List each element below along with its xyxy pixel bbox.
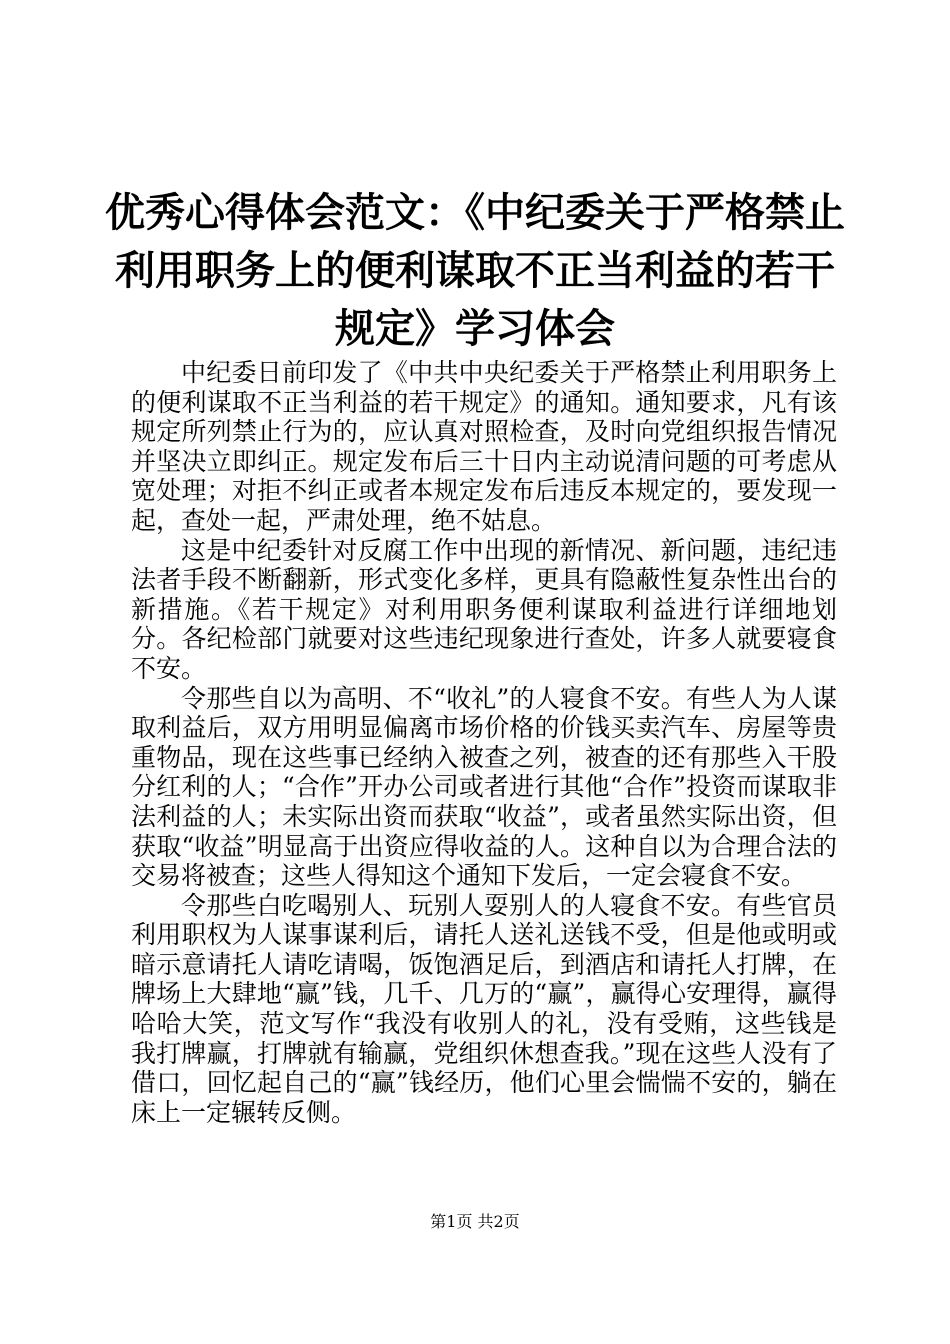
document-title: 优秀心得体会范文：《中纪委关于严格禁止利用职务上的便利谋取不正当利益的若干规定》学习体会 xyxy=(105,189,845,352)
paragraph-2: 这是中纪委针对反腐工作中出现的新情况、新问题，违纪违法者手段不断翻新，形式变化多样，更具有隐蔽性复杂性出台的新措施。《若干规定》对利用职务便利谋取利益进行详细地划分。各纪检部门就要对这些违纪现象进行查处，许多人就要寝食不安。 xyxy=(131,535,837,683)
page-number-footer: 第1页 共2页 xyxy=(430,1212,520,1231)
paragraph-4: 令那些白吃喝别人、玩别人耍别人的人寝食不安。有些官员利用职权为人谋事谋利后，请托人送礼送钱不受，但是他或明或暗示意请托人请吃请喝，饭饱酒足后，到酒店和请托人打牌，在牌场上大肆地“赢”钱，几千、几万的“赢”，赢得心安理得，赢得哈哈大笑，范文写作“我没有收别人的礼，没有受贿，这些钱是我打牌赢，打牌就有输赢，党组织休想查我。”现在这些人没有了借口，回忆起自己的“赢”钱经历，他们心里会惴惴不安的，躺在床上一定辗转反侧。 xyxy=(131,890,837,1127)
paragraph-1: 中纪委日前印发了《中共中央纪委关于严格禁止利用职务上的便利谋取不正当利益的若干规定》的通知。通知要求，凡有该规定所列禁止行为的，应认真对照检查，及时向党组织报告情况并坚决立即纠正。规定发布后三十日内主动说清问题的可考虑从宽处理；对拒不纠正或者本规定发布后违反本规定的，要发现一起，查处一起，严肃处理，绝不姑息。 xyxy=(131,358,837,535)
paragraph-3: 令那些自以为高明、不“收礼”的人寝食不安。有些人为人谋取利益后，双方用明显偏离市场价格的价钱买卖汽车、房屋等贵重物品，现在这些事已经纳入被查之列，被查的还有那些入干股分红利的人；“合作”开办公司或者进行其他“合作”投资而谋取非法利益的人；未实际出资而获取“收益”，或者虽然实际出资，但获取“收益”明显高于出资应得收益的人。这种自以为合理合法的交易将被查；这些人得知这个通知下发后，一定会寝食不安。 xyxy=(131,683,837,891)
document-body xyxy=(131,358,837,1127)
